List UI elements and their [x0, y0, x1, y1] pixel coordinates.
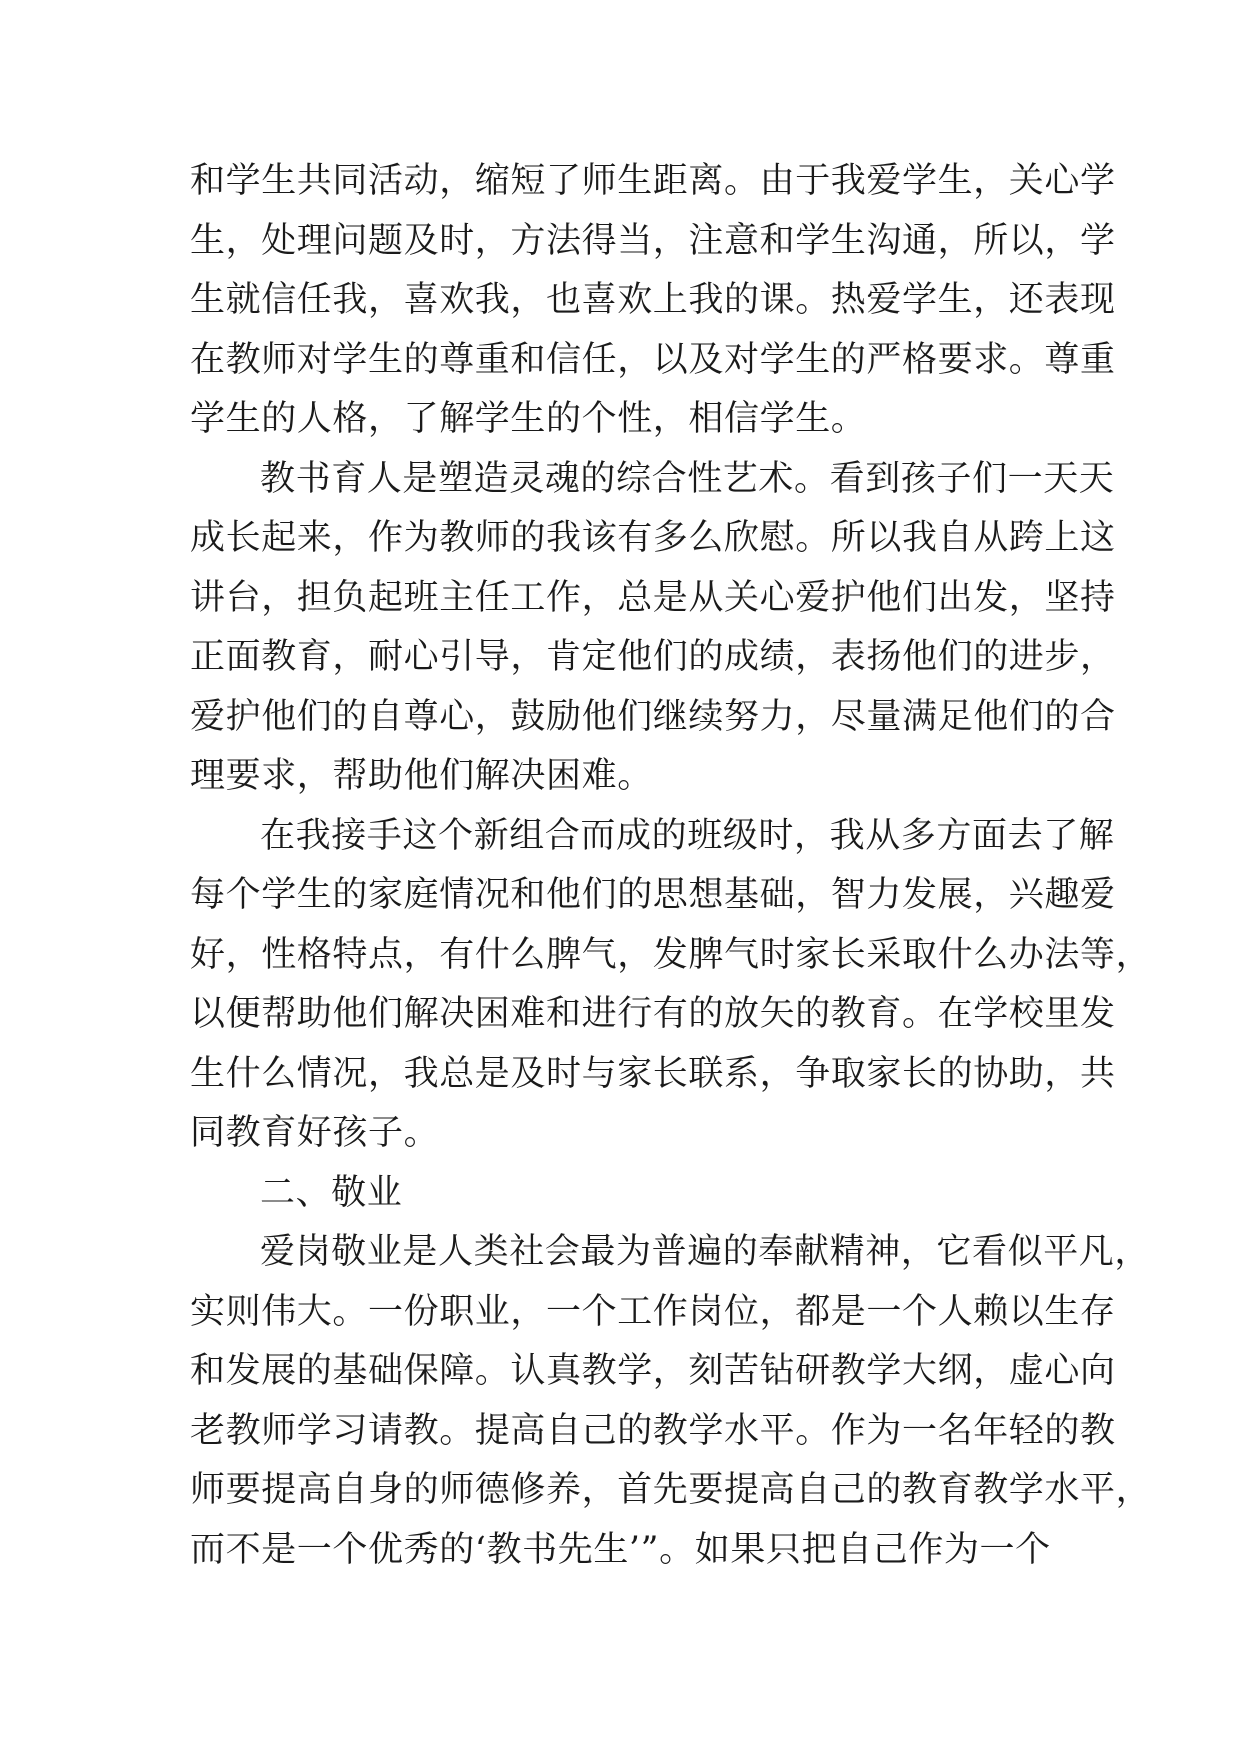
text-line: 和发展的基础保障。认真教学，刻苦钻研教学大纲，虚心向: [190, 1351, 1116, 1391]
text-line: 正面教育，耐心引导，肯定他们的成绩，表扬他们的进步，: [190, 637, 1116, 677]
text-line: 和学生共同活动，缩短了师生距离。由于我爱学生，关心学: [190, 161, 1116, 201]
text-line: 生就信任我，喜欢我，也喜欢上我的课。热爱学生，还表现: [190, 280, 1116, 320]
text-line: 每个学生的家庭情况和他们的思想基础，智力发展，兴趣爱: [190, 875, 1116, 915]
text-line: 二、敬业: [260, 1172, 403, 1213]
text-line: 讲台，担负起班主任工作，总是从关心爱护他们出发，坚持: [190, 577, 1116, 618]
text-line: 学生的人格，了解学生的个性，相信学生。: [190, 399, 867, 439]
text-line: 生，处理问题及时，方法得当，注意和学生沟通，所以，学: [190, 220, 1116, 261]
text-line: 以便帮助他们解决困难和进行有的放矢的教育。在学校里发: [190, 994, 1116, 1034]
body-text: [190, 152, 1152, 1580]
text-line: 而不是一个优秀的‘教书先生’”。如果只把自己作为一个: [190, 1529, 1051, 1570]
text-line: 教书育人是塑造灵魂的综合性艺术。看到孩子们一天天: [260, 458, 1115, 499]
text-line: 理要求，帮助他们解决困难。: [190, 756, 653, 796]
text-line: 爱岗敬业是人类社会最为普遍的奉献精神，它看似平凡，: [260, 1232, 1151, 1272]
text-line: 实则伟大。一份职业，一个工作岗位，都是一个人赖以生存: [190, 1291, 1116, 1332]
text-line: 在我接手这个新组合而成的班级时，我从多方面去了解: [260, 815, 1115, 856]
text-line: 爱护他们的自尊心，鼓励他们继续努力，尽量满足他们的合: [190, 696, 1116, 737]
text-line: 同教育好孩子。: [190, 1113, 440, 1153]
text-line: 好，性格特点，有什么脾气，发脾气时家长采取什么办法等，: [190, 934, 1152, 975]
text-line: 生什么情况，我总是及时与家长联系，争取家长的协助，共: [190, 1053, 1116, 1094]
text-line: 老教师学习请教。提高自己的教学水平。作为一名年轻的教: [190, 1410, 1116, 1451]
text-line: 在教师对学生的尊重和信任，以及对学生的严格要求。尊重: [190, 339, 1116, 380]
text-line: 师要提高自身的师德修养，首先要提高自己的教育教学水平，: [190, 1470, 1152, 1510]
text-line: 成长起来，作为教师的我该有多么欣慰。所以我自从跨上这: [190, 518, 1116, 558]
